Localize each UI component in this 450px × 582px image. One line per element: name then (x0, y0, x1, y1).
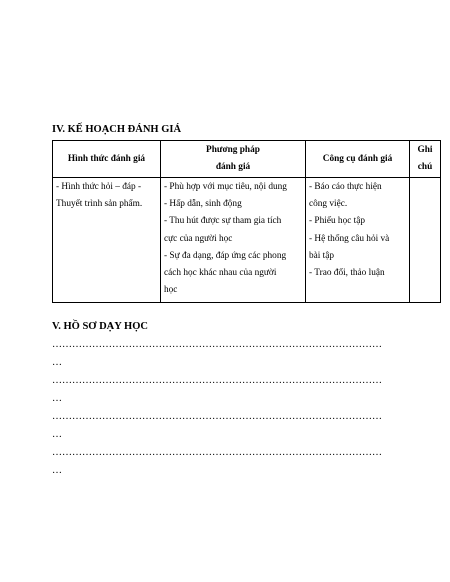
tool-line: - Trao đổi, thảo luận (309, 268, 385, 279)
method-line: - Sự đa dạng, đáp ứng các phong (164, 250, 287, 261)
tool-line: - Hệ thống câu hỏi và (309, 233, 390, 244)
cell-tool (306, 178, 410, 303)
table-row (53, 178, 441, 303)
section-4-title: IV. KẾ HOẠCH ĐÁNH GIÁ (52, 124, 182, 135)
dotted-line: … (52, 393, 62, 404)
assessment-plan-table (52, 140, 441, 303)
cell-method (161, 178, 306, 303)
dotted-line: … (52, 357, 62, 368)
tool-line: - Báo cáo thực hiện (309, 182, 382, 192)
header-form: Hình thức đánh giá (53, 141, 161, 178)
form-line: - Hình thức hỏi – đáp - (56, 182, 142, 192)
tool-line: bài tập (309, 250, 335, 261)
method-line: cách học khác nhau của người (164, 268, 277, 279)
method-line: học (164, 285, 178, 296)
method-line: - Thu hút được sự tham gia tích (164, 216, 282, 227)
method-line: cực của người học (164, 233, 233, 244)
cell-form (53, 178, 161, 303)
dotted-line: ……………………………………………………………………………………… (52, 339, 382, 350)
header-note-line2: chú (417, 162, 433, 172)
method-line: - Phù hợp với mục tiêu, nội dung (164, 182, 287, 192)
header-method-line2: đánh giá (215, 162, 251, 172)
method-line: - Hấp dẫn, sinh động (164, 199, 242, 210)
dotted-line: … (52, 465, 62, 476)
table-header-row (53, 141, 441, 178)
header-tool: Công cụ đánh giá (306, 141, 410, 178)
form-line: Thuyết trình sản phẩm. (56, 199, 143, 210)
tool-line: - Phiếu học tập (309, 216, 366, 227)
dotted-line: ……………………………………………………………………………………… (52, 447, 382, 458)
cell-note (410, 178, 441, 303)
header-method (161, 141, 306, 178)
tool-line: công việc. (309, 199, 348, 210)
dotted-line: ……………………………………………………………………………………… (52, 375, 382, 386)
header-note (410, 141, 441, 178)
header-note-line1: Ghi (417, 144, 433, 155)
dotted-line: ……………………………………………………………………………………… (52, 411, 382, 422)
section-5-title: V. HỒ SƠ DẠY HỌC (52, 321, 148, 332)
header-method-line1: Phương pháp (206, 144, 260, 155)
dotted-line: … (52, 429, 62, 440)
